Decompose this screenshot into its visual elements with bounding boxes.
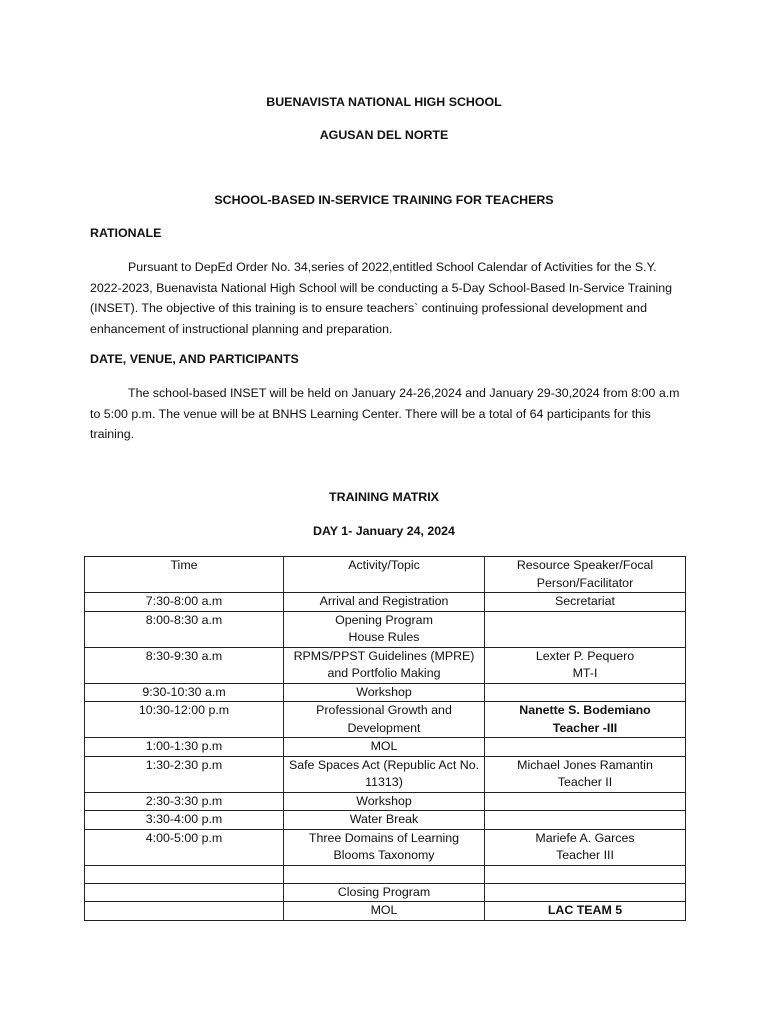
cell-speaker [485,883,686,902]
table-row [85,865,686,883]
cell-speaker [485,593,686,612]
cell-speaker [485,902,686,921]
cell-time [85,902,284,921]
activity-line: MOL [370,739,398,753]
activity-line: Workshop [356,684,412,699]
cell-activity [284,647,485,683]
cell-activity [284,811,485,830]
cell-activity [284,683,485,702]
table-row [85,902,686,921]
table-row [85,611,686,647]
cell-activity [284,702,485,738]
table-row [85,883,686,902]
cell-time [85,883,284,902]
table-body [85,593,686,921]
cell-speaker [485,702,686,738]
header-time: Time [85,557,284,593]
activity-line: Safe Spaces Act (Republic Act No. 11313) [288,757,480,789]
cell-speaker [485,829,686,865]
table-row [85,792,686,811]
cell-activity [284,611,485,647]
speaker-line: Secretariat [555,594,615,608]
training-matrix-table [84,556,686,921]
cell-time: 3:30-4:00 p.m [85,811,284,830]
speaker-line: Michael Jones Ramantin [517,757,653,772]
speaker-line: Nanette S. Bodemiano [519,703,651,717]
cell-speaker [485,683,686,702]
activity-line: MOL [370,903,398,917]
header-activity: Activity/Topic [284,557,485,593]
cell-time: 8:00-8:30 a.m [85,611,284,647]
cell-speaker [485,865,686,883]
speaker-line: Teacher II [557,775,613,789]
school-name: BUENAVISTA NATIONAL HIGH SCHOOL [266,95,502,109]
cell-activity [284,865,485,883]
rationale-paragraph: Pursuant to DepEd Order No. 34,series of 2022,entitled School Calendar of Activities for the S.Y. 2022-2023, Buenavista National High School will be conducting a 5-Day School-Based In-Service Training (INSET). The objective of this training is to ensure teachers` continuing professional development and enhancement of instructional planning and preparation. [90,260,673,336]
date-venue-heading: DATE, VENUE, AND PARTICIPANTS [90,352,299,366]
cell-speaker [485,756,686,792]
cell-time: 4:00-5:00 p.m [85,829,284,865]
cell-activity [284,756,485,792]
rationale-heading: RATIONALE [90,226,162,240]
cell-activity [284,593,485,612]
activity-line: Closing Program [337,884,431,899]
table-row [85,683,686,702]
province-name: AGUSAN DEL NORTE [319,128,449,142]
activity-line: Water Break [349,812,419,826]
activity-line: House Rules [348,630,420,644]
activity-line: Workshop [356,793,412,808]
program-title: SCHOOL-BASED IN-SERVICE TRAINING FOR TEACHERS [214,193,554,207]
matrix-title: TRAINING MATRIX [329,490,439,504]
speaker-line: Lexter P. Pequero [535,648,635,663]
cell-time: 10:30-12:00 p.m [85,702,284,738]
speaker-line: Mariefe A. Garces [535,830,635,845]
activity-line: Professional Growth and Development [316,703,452,735]
speaker-line: LAC TEAM 5 [547,903,623,917]
table-row [85,738,686,757]
cell-time: 8:30-9:30 a.m [85,647,284,683]
table-row [85,756,686,792]
activity-line: Blooms Taxonomy [333,848,435,862]
cell-activity [284,792,485,811]
table-row [85,647,686,683]
cell-activity [284,902,485,921]
cell-activity [284,829,485,865]
cell-activity [284,738,485,757]
activity-line: RPMS/PPST Guidelines (MPRE) and Portfolio Making [293,648,475,680]
cell-time: 1:00-1:30 p.m [85,738,284,757]
table-row [85,829,686,865]
table-row [85,702,686,738]
speaker-line: Teacher III [556,848,614,862]
table-row [85,811,686,830]
cell-time [85,865,284,883]
table-row [85,593,686,612]
cell-speaker [485,647,686,683]
matrix-day: DAY 1- January 24, 2024 [313,524,455,538]
cell-time: 2:30-3:30 p.m [85,792,284,811]
cell-activity [284,883,485,902]
cell-time: 7:30-8:00 a.m [85,593,284,612]
activity-line: Arrival and Registration [319,594,449,608]
activity-line: Three Domains of Learning [308,830,460,845]
cell-time: 1:30-2:30 p.m [85,756,284,792]
table-header-row [85,557,686,593]
activity-line: Opening Program [335,612,433,627]
cell-speaker [485,611,686,647]
cell-speaker [485,738,686,757]
speaker-line: MT-I [572,666,598,680]
cell-speaker [485,811,686,830]
header-speaker: Resource Speaker/Focal Person/Facilitator [485,557,686,593]
cell-speaker [485,792,686,811]
cell-time: 9:30-10:30 a.m [85,683,284,702]
date-venue-paragraph: The school-based INSET will be held on January 24-26,2024 and January 29-30,2024 from 8:00 a.m to 5:00 p.m. The venue will be at BNHS Learning Center. There will be a total of 64 participants for this training. [90,386,680,441]
speaker-line: Teacher -III [552,720,618,735]
